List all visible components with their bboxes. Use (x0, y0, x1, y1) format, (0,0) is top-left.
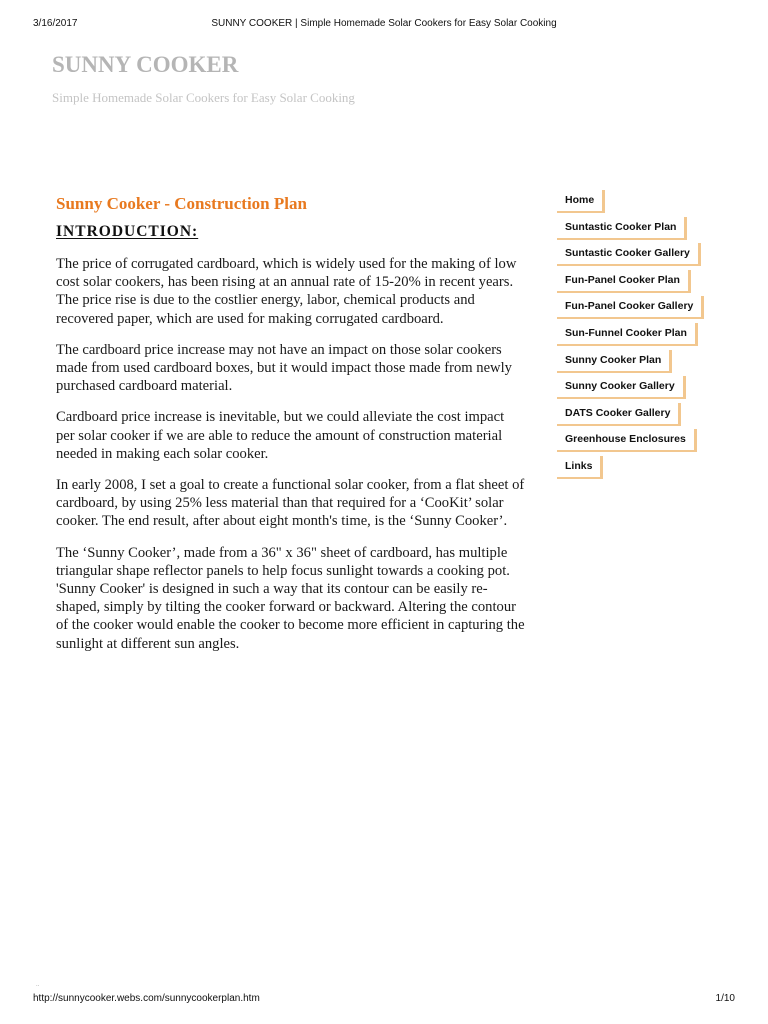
nav-label: Fun-Panel Cooker Gallery (565, 300, 694, 313)
nav-label: Suntastic Cooker Plan (565, 220, 677, 233)
paragraph: The cardboard price increase may not have an impact on those solar cookers made from used cardboard boxes, but it would impact those made from newly purchased cardboard material. (56, 341, 512, 395)
nav-label: Greenhouse Enclosures (565, 433, 686, 446)
section-heading-introduction: INTRODUCTION: (56, 223, 199, 240)
nav-link-suntastic-cooker-gallery[interactable] (557, 243, 701, 266)
nav-item-dats-cooker-gallery (557, 400, 727, 427)
nav-label: DATS Cooker Gallery (565, 406, 671, 419)
nav-link-fun-panel-cooker-gallery[interactable] (557, 296, 704, 319)
nav-link-dats-cooker-gallery[interactable] (557, 403, 681, 426)
nav-label: Suntastic Cooker Gallery (565, 247, 690, 260)
nav-link-home[interactable] (557, 190, 605, 213)
nav-link-suntastic-cooker-plan[interactable] (557, 217, 687, 240)
nav-link-links[interactable] (557, 456, 603, 479)
nav-label: Home (565, 194, 595, 206)
nav-item-fun-panel-cooker-plan (557, 267, 727, 294)
print-url: http://sunnycooker.webs.com/sunnycookerplan.htm (33, 993, 260, 1004)
print-page-number: 1/10 (715, 993, 735, 1004)
nav-item-links (557, 453, 727, 480)
paragraph: In early 2008, I set a goal to create a functional solar cooker, from a flat sheet of cardboard, by using 25% less material than that required for a ‘CooKit’ solar cooker. The end result, after about eight month's time, is the ‘Sunny Cooker’. (56, 477, 525, 530)
nav-link-fun-panel-cooker-plan[interactable] (557, 270, 691, 293)
nav-item-home (557, 187, 727, 214)
nav-link-sunny-cooker-plan[interactable] (557, 350, 672, 373)
site-header (52, 52, 355, 106)
print-document-title: SUNNY COOKER | Simple Homemade Solar Cookers for Easy Solar Cooking (211, 18, 557, 29)
print-header (33, 18, 735, 32)
paragraph: Cardboard price increase is inevitable, but we could alleviate the cost impact per solar cooker if we are able to reduce the amount of construction material needed in making each solar cooker. (56, 409, 505, 462)
print-footer (33, 993, 735, 1007)
paragraph: The price of corrugated cardboard, which is widely used for the making of low cost solar cookers, has been rising at an annual rate of 15-20% in recent years. The price rise is due to the costlier energy, labor, chemical products and recovered paper, which are used for making corrugated cardboard. (56, 256, 517, 327)
main-content (56, 193, 526, 653)
footer-marker: .. (36, 982, 40, 988)
nav-item-greenhouse-enclosures (557, 426, 727, 453)
nav-link-sunny-cooker-gallery[interactable] (557, 376, 686, 399)
site-title[interactable]: SUNNY COOKER (52, 52, 239, 77)
print-date: 3/16/2017 (33, 18, 78, 29)
nav-label: Sunny Cooker Plan (565, 353, 662, 366)
nav-item-suntastic-cooker-plan (557, 214, 727, 241)
sidebar-nav (557, 187, 727, 480)
nav-label: Links (565, 459, 593, 472)
site-tagline: Simple Homemade Solar Cookers for Easy Solar Cooking (52, 90, 355, 105)
paragraph: The ‘Sunny Cooker’, made from a 36" x 36" sheet of cardboard, has multiple triangular shape reflector panels to help focus sunlight towards a cooking pot. 'Sunny Cooker' is designed in such a way that its contour can be easily re-shaped, simply by tilting the cooker forward or backward. Altering the contour of the cooker would enable the cooker to become more efficient in capturing the sunlight at different sun angles. (56, 544, 525, 652)
nav-link-sun-funnel-cooker-plan[interactable] (557, 323, 698, 346)
page-title: Sunny Cooker - Construction Plan (56, 194, 307, 213)
nav-item-fun-panel-cooker-gallery (557, 293, 727, 320)
nav-link-greenhouse-enclosures[interactable] (557, 429, 697, 452)
nav-item-sun-funnel-cooker-plan (557, 320, 727, 347)
nav-item-sunny-cooker-plan (557, 347, 727, 374)
nav-item-suntastic-cooker-gallery (557, 240, 727, 267)
nav-label: Sunny Cooker Gallery (565, 380, 675, 393)
nav-item-sunny-cooker-gallery (557, 373, 727, 400)
nav-label: Sun-Funnel Cooker Plan (565, 326, 687, 339)
nav-label: Fun-Panel Cooker Plan (565, 273, 680, 286)
